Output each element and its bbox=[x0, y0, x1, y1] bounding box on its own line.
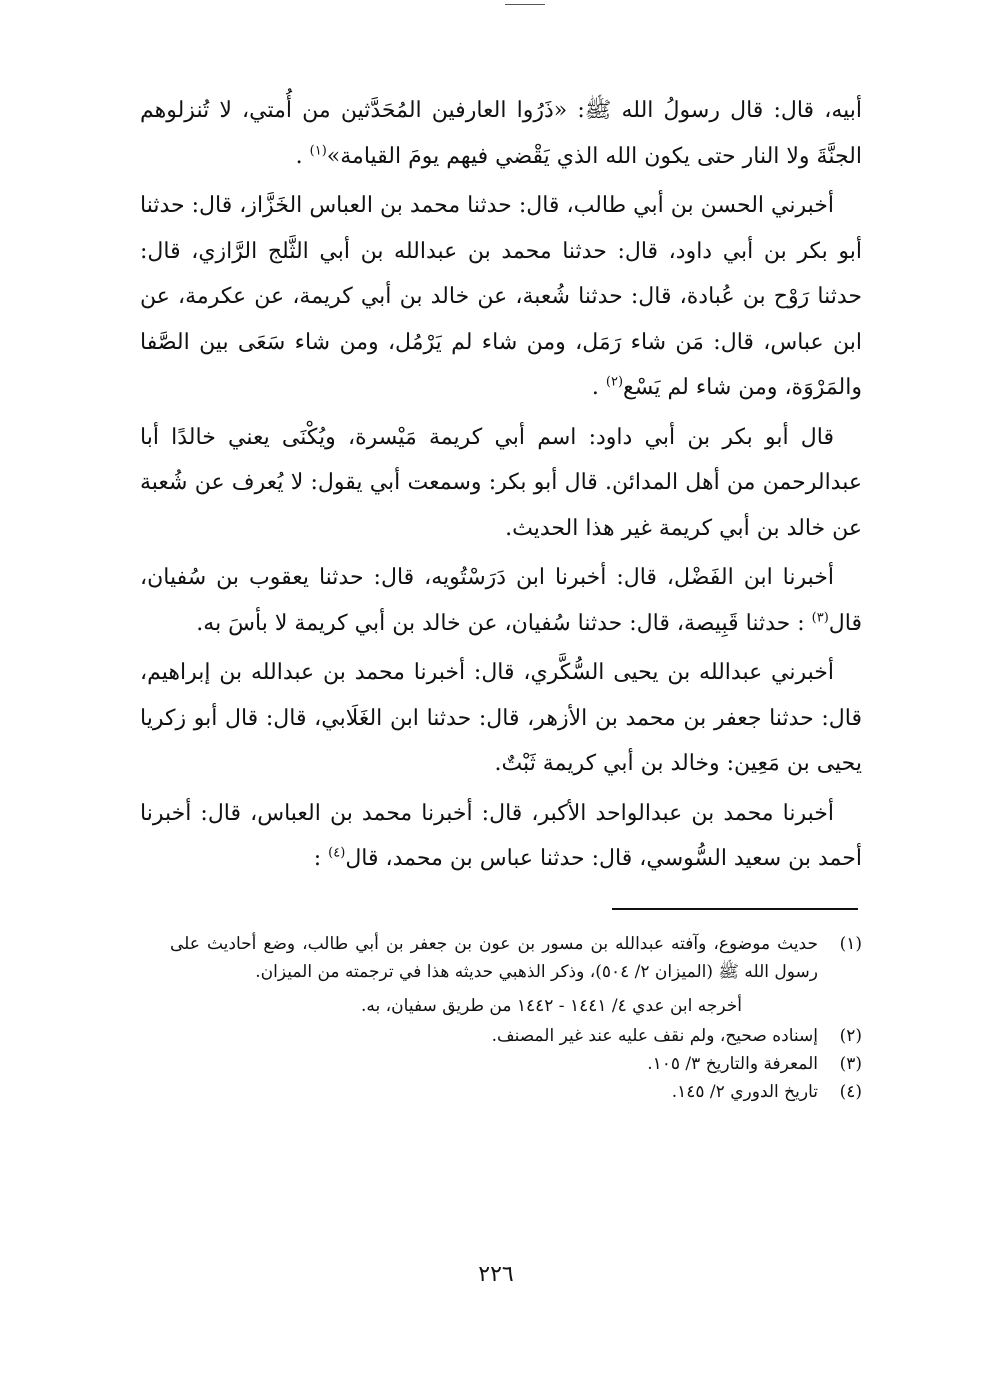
footnote-ref-4: (٤) bbox=[328, 845, 346, 861]
footnote-text: إسناده صحيح، ولم نقف عليه عند غير المصنف. bbox=[491, 1026, 818, 1046]
footnote-number: (٣) bbox=[839, 1054, 862, 1074]
paragraph-text: أخبرني عبدالله بن يحيى السُّكَّري، قال: أخبرنا محمد بن عبدالله بن إبراهيم، قال: حدثنا جعفر بن محمد بن الأزهر، قال: حدثنا ابن الغَلَابي، قال: قال أبو زكريا يحيى بن مَعِين: وخالد بن أبي كريمة ثَبْتٌ. bbox=[140, 660, 862, 776]
footnote-number: (١) bbox=[839, 934, 862, 954]
paragraph-6 bbox=[140, 791, 862, 882]
footnote-ref-2: (٢) bbox=[605, 374, 624, 390]
main-text bbox=[140, 88, 862, 886]
footnote-1 bbox=[170, 930, 862, 986]
paragraph-text: أبيه، قال: قال رسولُ الله ﷺ: «ذَرُوا العارفين المُحَدَّثين من أُمتي، لا تُنزلوهم الجنَّةَ ولا النار حتى يكون الله الذي يَقْضي فيهم يومَ القيامة» bbox=[140, 98, 862, 169]
paragraph-end: . bbox=[295, 143, 310, 169]
footnote-2 bbox=[170, 1022, 862, 1050]
paragraph-1 bbox=[140, 88, 862, 179]
paragraph-text: أخبرنا محمد بن عبدالواحد الأكبر، قال: أخبرنا محمد بن العباس، قال: أخبرنا أحمد بن سعيد السُّوسي، قال: حدثنا عباس بن محمد، قال bbox=[140, 800, 862, 871]
paragraph-end: : bbox=[313, 846, 329, 871]
paragraph-2 bbox=[140, 183, 862, 411]
footnote-separator bbox=[612, 908, 858, 910]
page-top-mark bbox=[505, 4, 545, 11]
footnote-text: تاريخ الدوري ٢/ ١٤٥. bbox=[671, 1082, 818, 1102]
page-number: ٢٢٦ bbox=[478, 1262, 514, 1287]
paragraph-3 bbox=[140, 415, 862, 552]
footnote-1-sub-note: أخرجه ابن عدي ٤/ ١٤٤١ - ١٤٤٢ من طريق سفيان، به. bbox=[361, 996, 742, 1016]
paragraph-4 bbox=[140, 555, 862, 646]
paragraph-text: أخبرني الحسن بن أبي طالب، قال: حدثنا محمد بن العباس الخَزَّاز، قال: حدثنا أبو بكر بن أبي داود، قال: حدثنا محمد بن عبدالله بن أبي الثَّلج الرَّازي، قال: حدثنا رَوْح بن عُبادة، قال: حدثنا شُعبة، عن خالد بن أبي كريمة، عن عكرمة، عن ابن عباس، قال: مَن شاء رَمَل، ومن شاء لم يَرْمُل، ومن شاء سَعَى بين الصَّفا والمَرْوَة، ومن شاء لم يَسْع bbox=[140, 193, 862, 400]
footnote-number: (٤) bbox=[839, 1082, 862, 1102]
footnote-text: المعرفة والتاريخ ٣/ ١٠٥. bbox=[647, 1054, 818, 1074]
footnote-text: حديث موضوع، وآفته عبدالله بن مسور بن عون بن جعفر بن أبي طالب، وضع أحاديث على رسول الله ﷺ (الميزان ٢/ ٥٠٤)، وذكر الذهبي حديثه هذا في ترجمته من الميزان. bbox=[170, 934, 818, 982]
footnote-ref-3: (٣) bbox=[811, 610, 829, 626]
footnote-3 bbox=[170, 1050, 862, 1078]
paragraph-text: قال أبو بكر بن أبي داود: اسم أبي كريمة مَيْسرة، ويُكْنَى يعني خالدًا أبا عبدالرحمن من أهل المدائن. قال أبو بكر: وسمعت أبي يقول: لا يُعرف عن شُعبة عن خالد بن أبي كريمة غير هذا الحديث. bbox=[140, 424, 862, 541]
footnote-4 bbox=[170, 1078, 862, 1106]
footnote-number: (٢) bbox=[839, 1026, 862, 1046]
paragraph-text-cont: : حدثنا قَبِيصة، قال: حدثنا سُفيان، عن خالد بن أبي كريمة لا بأسَ به. bbox=[196, 610, 812, 636]
footnotes bbox=[170, 930, 862, 1106]
paragraph-text: أخبرنا ابن الفَضْل، قال: أخبرنا ابن دَرَسْتُويه، قال: حدثنا يعقوب بن سُفيان، قال bbox=[140, 565, 862, 636]
paragraph-end: . bbox=[591, 375, 606, 400]
paragraph-5 bbox=[140, 650, 862, 787]
footnote-ref-1: (١) bbox=[309, 143, 327, 159]
